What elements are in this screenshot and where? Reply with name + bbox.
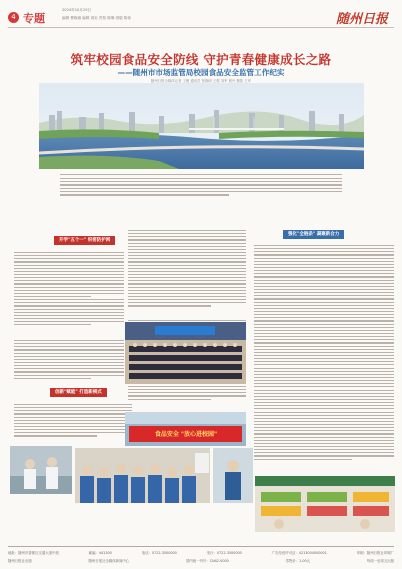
footer-ad-license: 广告经营许可证：4213004000001 [271, 551, 327, 555]
footer-issn: 国内统一刊号：CN42-0000 [185, 559, 229, 563]
article-title: 筑牢校园食品安全防线 守护青春健康成长之路 [70, 52, 332, 67]
students-photo [75, 448, 210, 503]
column-1-text-b [14, 338, 124, 390]
header-divider [8, 27, 394, 28]
hero-city-photo [39, 83, 364, 169]
newspaper-logo: 随州日报 [335, 12, 388, 27]
footer-row-2 [8, 558, 394, 563]
article-subtitle: ——随州市市场监管局校园食品安全监管工作纪实 [117, 68, 285, 77]
date-line: 2024年10月29日 [62, 8, 92, 12]
section-heading-3: 强化"全链条" 凝聚新合力 [283, 230, 344, 239]
article-intro [60, 172, 342, 206]
auditorium-photo [125, 322, 246, 384]
page-number-badge: 4 [8, 12, 19, 23]
article-byline: 随州日报全媒体记者 王俊 通讯员 张晓明 王强 刘军 程丹 摄影 王军 [150, 79, 252, 83]
column-1-text-c [14, 402, 132, 447]
section-name: 专题 [23, 12, 45, 25]
kitchen-photo [10, 446, 72, 494]
footer-publisher: 随州日报社出版 [8, 559, 32, 563]
column-1-text [14, 250, 124, 335]
shop-banner-photo [125, 412, 246, 446]
footer-media-center: 随州日报社全媒体新闻中心 [88, 559, 130, 563]
inspection-photo [213, 448, 253, 503]
footer-schedule: 每周一至周五出版 [366, 559, 394, 563]
footer-distribution: 发行：0722-3500000 [206, 551, 242, 555]
section-heading-2: 创新"赋能" 打造新模式 [50, 388, 107, 397]
column-3-text [254, 243, 394, 473]
footer-row-1 [8, 550, 394, 555]
footer-printer: 印刷：随州日报社印刷厂 [356, 551, 394, 555]
footer-price: 零售价：1.00元 [285, 559, 311, 563]
footer-divider [8, 546, 394, 547]
footer-phone: 电话：0722-3500000 [141, 551, 177, 555]
column-2-text [128, 228, 246, 314]
footer-postcode: 邮编：441300 [88, 551, 112, 555]
shop-banner-text: 食品安全 "放心进校园" [154, 431, 218, 438]
editors-line: 编辑 曹晓瑜 编辑 周岩 责校 陈琳 排版 陈伟 [62, 16, 132, 20]
market-photo [255, 476, 395, 532]
section-heading-1: 开学"五个一" 织密防护网 [54, 236, 115, 245]
footer-address: 地址：随州市曾都区交通大道中段 [8, 551, 59, 555]
page-header [0, 0, 402, 42]
